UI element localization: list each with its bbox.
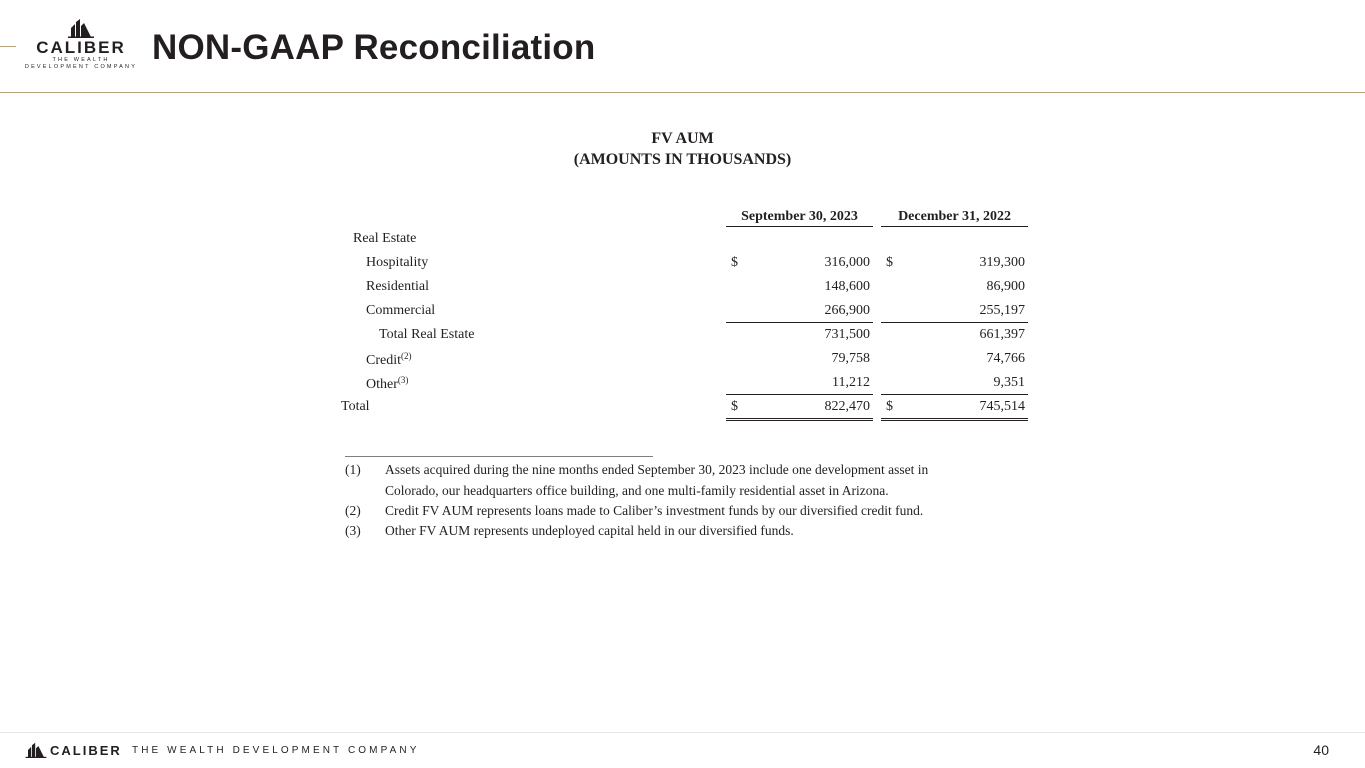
dollar-sign: $: [731, 399, 738, 414]
cell-dec-2022: [881, 253, 1028, 274]
cell-sep-2023: [726, 325, 873, 346]
table-row-residential: [0, 277, 1365, 301]
footer-tagline: THE WEALTH DEVELOPMENT COMPANY: [132, 745, 420, 756]
dollar-sign: $: [731, 255, 738, 270]
cell-value: 11,212: [832, 375, 870, 390]
row-label: Real Estate: [353, 231, 417, 246]
cell-dec-2022: [881, 397, 1028, 421]
table-title-line2: (AMOUNTS IN THOUSANDS): [573, 151, 792, 168]
cell-sep-2023: [726, 373, 873, 395]
cell-value: 74,766: [986, 351, 1025, 366]
cell-value: 731,500: [824, 327, 870, 342]
cell-sep-2023: [726, 301, 873, 323]
table-title: [0, 128, 1365, 170]
cell-sep-2023: [726, 253, 873, 274]
header-divider: [0, 92, 1365, 93]
row-label-text: Credit: [366, 353, 401, 368]
cell-value: 266,900: [824, 303, 870, 318]
cell-value: 9,351: [993, 375, 1025, 390]
footnote-mark: (2): [345, 503, 361, 518]
row-label: Total Real Estate: [379, 327, 475, 342]
cell-dec-2022: [881, 349, 1028, 370]
table-title-line1: FV AUM: [651, 130, 714, 147]
cell-value: 255,197: [979, 303, 1025, 318]
logo-tagline: THE WEALTH DEVELOPMENT COMPANY: [24, 57, 138, 70]
cell-sep-2023: [726, 349, 873, 370]
cell-sep-2023: [726, 397, 873, 421]
header-accent-line: [0, 46, 16, 47]
caliber-buildings-icon: [25, 742, 47, 758]
cell-value: 79,758: [831, 351, 870, 366]
column-header-sep-2023: September 30, 2023: [726, 205, 873, 227]
row-label: Total: [341, 399, 370, 414]
footnote-text: Colorado, our headquarters office building, and one multi-family residential asset in Arizona.: [385, 483, 889, 498]
row-label: [366, 351, 412, 369]
footnote-text: Other FV AUM represents undeployed capital held in our diversified funds.: [385, 523, 794, 538]
footer-divider: [0, 732, 1365, 733]
table-row-credit: [0, 349, 1365, 373]
footnote-ref: (3): [397, 375, 409, 385]
row-label: [366, 375, 408, 393]
footnote-mark: (1): [345, 462, 361, 477]
cell-value: 822,470: [824, 399, 870, 414]
table-row-total-real-estate: [0, 325, 1365, 349]
footnote-mark: (3): [345, 523, 361, 538]
cell-dec-2022: [881, 373, 1028, 395]
table-row-real-estate: [0, 229, 1365, 253]
cell-dec-2022: [881, 301, 1028, 323]
row-label: Commercial: [366, 303, 436, 318]
cell-value: 148,600: [824, 279, 870, 294]
footnote-ref: (2): [401, 351, 412, 361]
caliber-logo: [22, 18, 140, 71]
cell-dec-2022: [881, 277, 1028, 298]
caliber-buildings-icon: [68, 18, 94, 38]
footer-brand: CALIBER: [50, 743, 122, 758]
page-title: NON-GAAP Reconciliation: [152, 28, 596, 67]
row-label-text: Other: [366, 377, 398, 392]
cell-value: 745,514: [979, 399, 1025, 414]
cell-dec-2022: [881, 325, 1028, 346]
dollar-sign: $: [886, 399, 893, 414]
cell-value: 661,397: [979, 327, 1025, 342]
table-row-commercial: [0, 301, 1365, 325]
footnote-text: Credit FV AUM represents loans made to Caliber’s investment funds by our diversified credit fund.: [385, 503, 924, 518]
cell-value: 316,000: [824, 255, 870, 270]
column-header-dec-2022: December 31, 2022: [881, 205, 1028, 227]
table-row-total: [0, 397, 1365, 421]
footnote-text: Assets acquired during the nine months ended September 30, 2023 include one development asset in: [385, 462, 929, 477]
page-number: 40: [1313, 742, 1329, 758]
logo-wordmark: CALIBER: [36, 38, 126, 57]
cell-value: 319,300: [979, 255, 1025, 270]
table-row-hospitality: [0, 253, 1365, 277]
row-label: Hospitality: [366, 255, 429, 270]
cell-sep-2023: [726, 277, 873, 298]
cell-value: 86,900: [986, 279, 1025, 294]
footnote-divider: [345, 456, 653, 457]
row-label: Residential: [366, 279, 429, 294]
dollar-sign: $: [886, 255, 893, 270]
table-row-other: [0, 373, 1365, 397]
